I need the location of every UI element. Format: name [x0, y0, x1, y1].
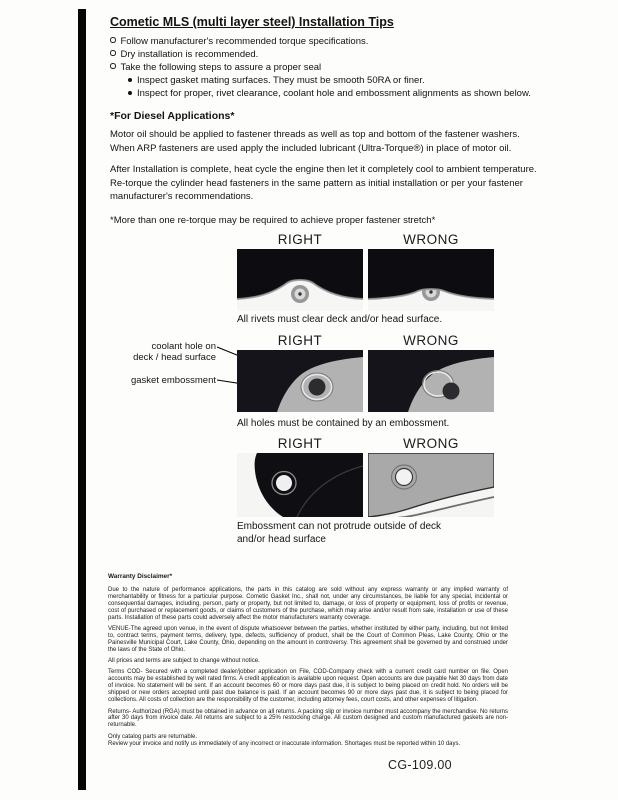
right-header: RIGHT	[277, 436, 323, 451]
bullet-text: Follow manufacturer's recommended torque specifications.	[120, 36, 369, 47]
warranty-paragraph: Returns- Authorized (RGA) must be obtained in advance on all returns. A packing slip or invoice number must accompany the merchandise. No returns after 30 days from invoice date. All returns are subject to a 25% restocking charge. All custom designed and custom manufactured gaskets are non-returnable.	[108, 708, 508, 729]
tips-list	[110, 35, 560, 100]
embossment-right-image	[237, 453, 363, 517]
filled-bullet-icon	[128, 91, 132, 95]
diesel-paragraph: After Installation is complete, heat cycle the engine then let it completely cool to ambient temperature. Re-torque the cylinder head fasteners in the same pattern as initial installation or per your fastener manufacturer's recommendations.	[110, 164, 537, 202]
wrong-header: WRONG	[403, 232, 459, 247]
warranty-paragraph: Due to the nature of performance applications, the parts in this catalog are sold without any express warranty or any implied warranty of merchantability or fitness for a particular purpose. Cometic Gasket Inc., shall not, under any circumstances, be liable for any special, incidental or consequential damages, including, person, party or property, but not limited to, damage, or loss of property or equipment, loss of profits or revenue, cost of purchased or replacement goods, or claims of customers of the purchase, which may arise and/or result from sale, installation or use of these parts. Installation of these parts could adversely affect the motor manufacturers warranty coverage.	[108, 586, 508, 621]
page-title: Cometic MLS (multi layer steel) Installation Tips	[110, 15, 394, 29]
warranty-section	[108, 574, 508, 752]
coolant-hole-label-line2: deck / head surface	[133, 352, 216, 363]
retorque-note: *More than one re-torque may be required to achieve proper fastener stretch*	[110, 214, 436, 226]
rivet-right-image	[237, 249, 363, 311]
coolant-wrong-image	[368, 350, 494, 412]
diesel-heading: *For Diesel Applications*	[110, 110, 235, 122]
list-item	[110, 74, 560, 87]
list-item	[110, 61, 560, 74]
diesel-paragraph: Motor oil should be applied to fastener threads as well as top and bottom of the fastener washers. When ARP fasteners are used apply the included lubricant (Ultra-Torque®) in place of motor oil.	[110, 129, 520, 154]
open-bullet-icon	[110, 37, 116, 43]
protrusion-caption-line1: Embossment can not protrude outside of deck	[237, 521, 442, 532]
warranty-paragraph: Review your invoice and notify us immediately of any incorrect or inaccurate information. Shortages must be reported within 10 days.	[108, 740, 461, 747]
warranty-paragraph: VENUE-The agreed upon venue, in the event of dispute whatsoever between the parties, whether instituted by either party, including, but not limited to, contract terms, payment terms, delivery, type, defects, sufficiency of product, shall be the Court of Common Pleas, Lake County, Ohio or the Painesville Municipal Court, Lake County, Ohio, depending on the amount in controversy. This agreement shall be governed by and construed under the laws of the State of Ohio.	[108, 625, 508, 653]
protrusion-caption	[237, 521, 441, 546]
list-item	[110, 87, 560, 100]
rivet-caption: All rivets must clear deck and/or head surface.	[237, 314, 443, 325]
filled-bullet-icon	[128, 78, 132, 82]
coolant-right-image	[237, 350, 363, 412]
intro-section	[0, 0, 618, 227]
warranty-paragraph: Only catalog parts are returnable.	[108, 733, 198, 740]
coolant-hole-label-line1: coolant hole on	[151, 341, 216, 352]
bullet-text: Inspect gasket mating surfaces. They must be smooth 50RA or finer.	[137, 75, 425, 86]
page-code: CG-109.00	[388, 758, 452, 772]
bullet-text: Inspect for proper, rivet clearance, coolant hole and embossment alignments as shown below.	[137, 88, 531, 99]
diagram-section	[0, 230, 618, 552]
warranty-heading: Warranty Disclaimer*	[108, 573, 173, 580]
bullet-text: Take the following steps to assure a proper seal	[120, 62, 322, 73]
open-bullet-icon	[110, 50, 116, 56]
embossment-wrong-image	[368, 453, 494, 517]
embossment-containment-caption: All holes must be contained by an embossment.	[237, 418, 450, 429]
right-header: RIGHT	[277, 232, 323, 247]
wrong-header: WRONG	[403, 333, 459, 348]
rivet-wrong-image	[368, 249, 494, 311]
bullet-text: Dry installation is recommended.	[120, 49, 259, 60]
right-header: RIGHT	[277, 333, 323, 348]
wrong-header: WRONG	[403, 436, 459, 451]
warranty-paragraph: All prices and terms are subject to change without notice.	[108, 658, 260, 665]
gasket-embossment-label: gasket embossment	[130, 375, 216, 386]
open-bullet-icon	[110, 63, 116, 69]
warranty-paragraph: Terms COD- Secured with a completed dealer/jobber application on File, COD-Company check with a current credit card number on file. Open accounts may be established by well rated firms. A credit application is available upon request. Open accounts are due payable Net 30 days from date of invoice. No statement will be sent. If an account becomes 60 or more days past due, it is subject to being placed on credit hold. No orders will be shipped or new orders accepted until past due balance is paid. If an account becomes 90 or more days past due, it is subject to being placed for collections. All costs of collection are the responsibility of the customer, including attorney fees, court costs, and other expenses of litigation.	[108, 669, 508, 704]
coolant-hole-label	[110, 341, 216, 363]
list-item	[110, 35, 560, 48]
protrusion-caption-line2: and/or head surface	[237, 533, 326, 545]
list-item	[110, 48, 560, 61]
